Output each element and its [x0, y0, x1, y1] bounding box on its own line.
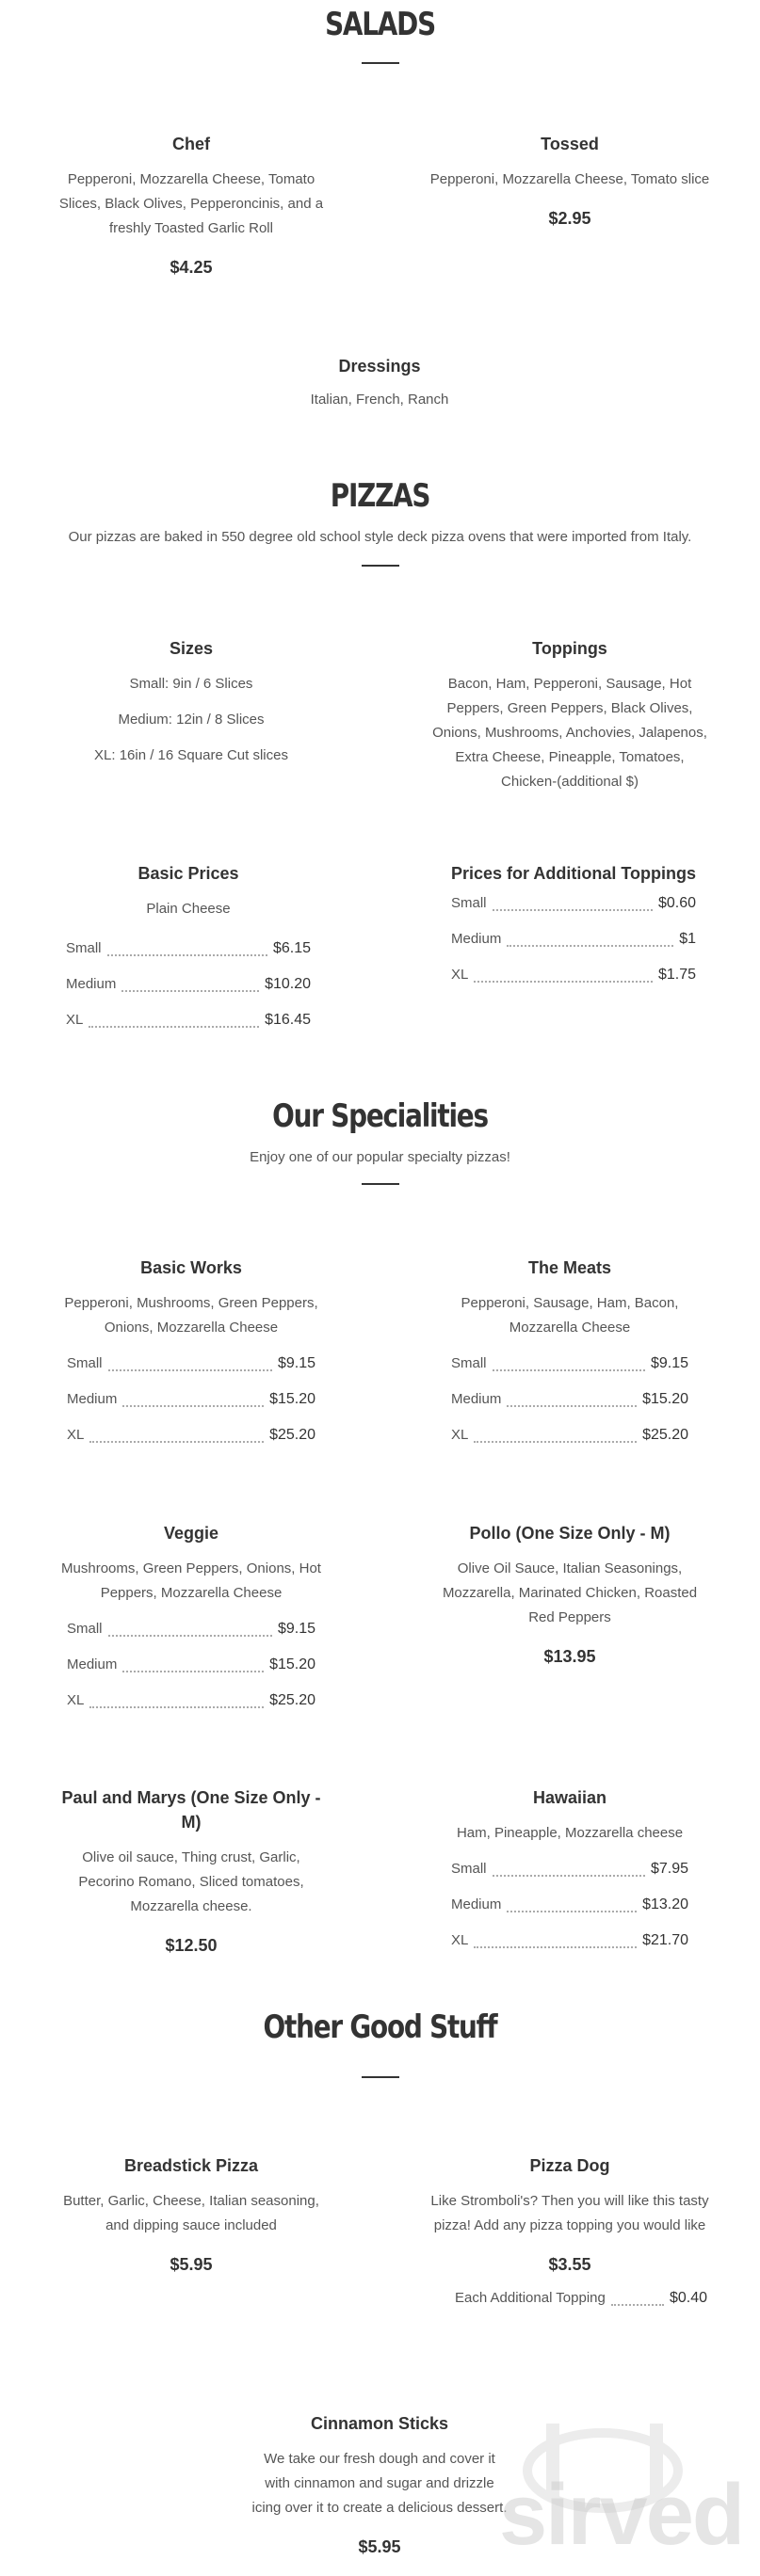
price-row: Small $9.15 — [67, 1355, 315, 1371]
item-desc: Pepperoni, Mozzarella Cheese, Tomato Slices, Black Olives, Pepperoncinis, and a freshly Toasted Garlic Roll — [58, 171, 324, 236]
item-desc: Olive oil sauce, Thing crust, Garlic, Pecorino Romano, Sliced tomatoes, Mozzarella cheese. — [78, 1849, 304, 1914]
menu-item-breadstick-pizza — [50, 2153, 332, 2275]
pizzas-title: PIZZAS — [330, 477, 430, 515]
watermark-text: sirved — [499, 2467, 744, 2563]
menu-item-the-meats — [429, 1256, 711, 1453]
item-desc: Pepperoni, Mushrooms, Green Peppers, Onions, Mozzarella Cheese — [64, 1295, 318, 1336]
price-row: Small $9.15 — [67, 1621, 315, 1637]
item-name: Dressings — [338, 357, 421, 376]
item-name: Breadstick Pizza — [123, 2156, 259, 2175]
menu-item-chef — [50, 132, 332, 278]
item-name: Veggie — [163, 1524, 219, 1543]
item-name: Basic Prices — [137, 864, 239, 883]
item-name: Hawaiian — [532, 1788, 607, 1807]
price-row: XL $21.70 — [451, 1932, 688, 1948]
price-row: Medium $1 — [451, 931, 696, 947]
price-row: Each Additional Topping $0.40 — [455, 2290, 707, 2306]
menu-item-basic-works — [50, 1256, 332, 1453]
item-price: $5.95 — [170, 2255, 213, 2274]
item-desc: We take our fresh dough and cover it with cinnamon and sugar and drizzle icing over it to create a delicious dessert. — [251, 2451, 508, 2516]
price-row: XL $25.20 — [451, 1427, 688, 1443]
item-name: Pollo (One Size Only - M) — [469, 1524, 671, 1543]
item-price: $13.95 — [543, 1647, 596, 1666]
divider — [362, 62, 399, 64]
price-row: Small $9.15 — [451, 1355, 688, 1371]
price-row: XL $25.20 — [67, 1692, 315, 1708]
item-name: Chef — [172, 135, 210, 153]
item-price: $3.55 — [548, 2255, 591, 2274]
price-row: XL $25.20 — [67, 1427, 315, 1443]
item-desc: Like Stromboli's? Then you will like this tasty pizza! Add any pizza topping you would like — [430, 2193, 709, 2233]
other-title: Other Good Stuff — [263, 2008, 497, 2046]
item-name: The Meats — [527, 1258, 612, 1277]
item-desc: Bacon, Ham, Pepperoni, Sausage, Hot Peppers, Green Peppers, Black Olives, Onions, Mushrooms, Anchovies, Jalapenos, Extra Cheese, Pineapple, Tomatoes, Chicken-(additional $) — [432, 676, 707, 790]
size-line: Small: 9in / 6 Slices — [129, 676, 253, 692]
price-row: Medium $13.20 — [451, 1896, 688, 1912]
menu-item-tossed — [429, 132, 711, 229]
specialities-intro: Enjoy one of our popular specialty pizzas! — [250, 1149, 510, 1165]
menu-item-pollo — [429, 1521, 711, 1667]
price-row: Medium $15.20 — [451, 1391, 688, 1407]
menu-item-toppings — [429, 636, 711, 794]
menu-item-cinnamon-sticks — [238, 2411, 521, 2557]
item-name: Toppings — [532, 639, 607, 658]
item-price: $2.95 — [548, 209, 591, 228]
price-row: XL $1.75 — [451, 967, 696, 983]
item-desc: Plain Cheese — [146, 901, 231, 917]
menu-item-dressings — [238, 354, 521, 412]
divider — [362, 565, 399, 567]
price-row: XL $16.45 — [66, 1012, 311, 1028]
size-line: Medium: 12in / 8 Slices — [118, 712, 265, 728]
price-row: Small $0.60 — [451, 895, 696, 911]
menu-item-basic-prices — [66, 861, 311, 1038]
item-name: Cinnamon Sticks — [310, 2414, 449, 2433]
item-desc: Pepperoni, Mozzarella Cheese, Tomato slice — [429, 171, 710, 187]
price-row: Medium $10.20 — [66, 976, 311, 992]
price-row: Medium $15.20 — [67, 1391, 315, 1407]
item-desc: Mushrooms, Green Peppers, Onions, Hot Peppers, Mozzarella Cheese — [61, 1560, 321, 1601]
size-line: XL: 16in / 16 Square Cut slices — [94, 747, 288, 763]
item-desc: Pepperoni, Sausage, Ham, Bacon, Mozzarella Cheese — [461, 1295, 679, 1336]
item-desc: Italian, French, Ranch — [310, 392, 449, 408]
divider — [362, 2076, 399, 2078]
price-row: Small $6.15 — [66, 940, 311, 956]
pizzas-intro: Our pizzas are baked in 550 degree old school style deck pizza ovens that were imported from Italy. — [68, 529, 692, 545]
item-desc: Ham, Pineapple, Mozzarella cheese — [456, 1825, 684, 1841]
item-name: Pizza Dog — [529, 2156, 610, 2175]
item-name: Prices for Additional Toppings — [451, 864, 697, 883]
price-row: Small $7.95 — [451, 1861, 688, 1877]
salads-title: SALADS — [325, 6, 435, 43]
menu-item-veggie — [50, 1521, 332, 1719]
item-name: Basic Works — [140, 1258, 242, 1277]
item-price: $4.25 — [170, 258, 213, 277]
menu-item-additional-toppings — [451, 861, 696, 993]
menu-item-hawaiian — [429, 1785, 711, 1959]
item-price: $12.50 — [165, 1936, 218, 1955]
menu-item-paul-and-marys — [50, 1785, 332, 1956]
menu-item-sizes — [50, 636, 332, 768]
menu-item-pizza-dog — [429, 2153, 711, 2316]
specialities-title: Our Specialities — [272, 1097, 488, 1135]
item-desc: Butter, Garlic, Cheese, Italian seasoning, and dipping sauce included — [63, 2193, 319, 2233]
divider — [362, 1183, 399, 1185]
item-price: $5.95 — [358, 2537, 401, 2556]
item-name: Tossed — [541, 135, 599, 153]
item-name: Sizes — [169, 639, 214, 658]
item-name: Paul and Marys (One Size Only - M) — [61, 1788, 321, 1832]
item-desc: Olive Oil Sauce, Italian Seasonings, Mozzarella, Marinated Chicken, Roasted Red Peppers — [442, 1560, 698, 1625]
price-row: Medium $15.20 — [67, 1656, 315, 1672]
